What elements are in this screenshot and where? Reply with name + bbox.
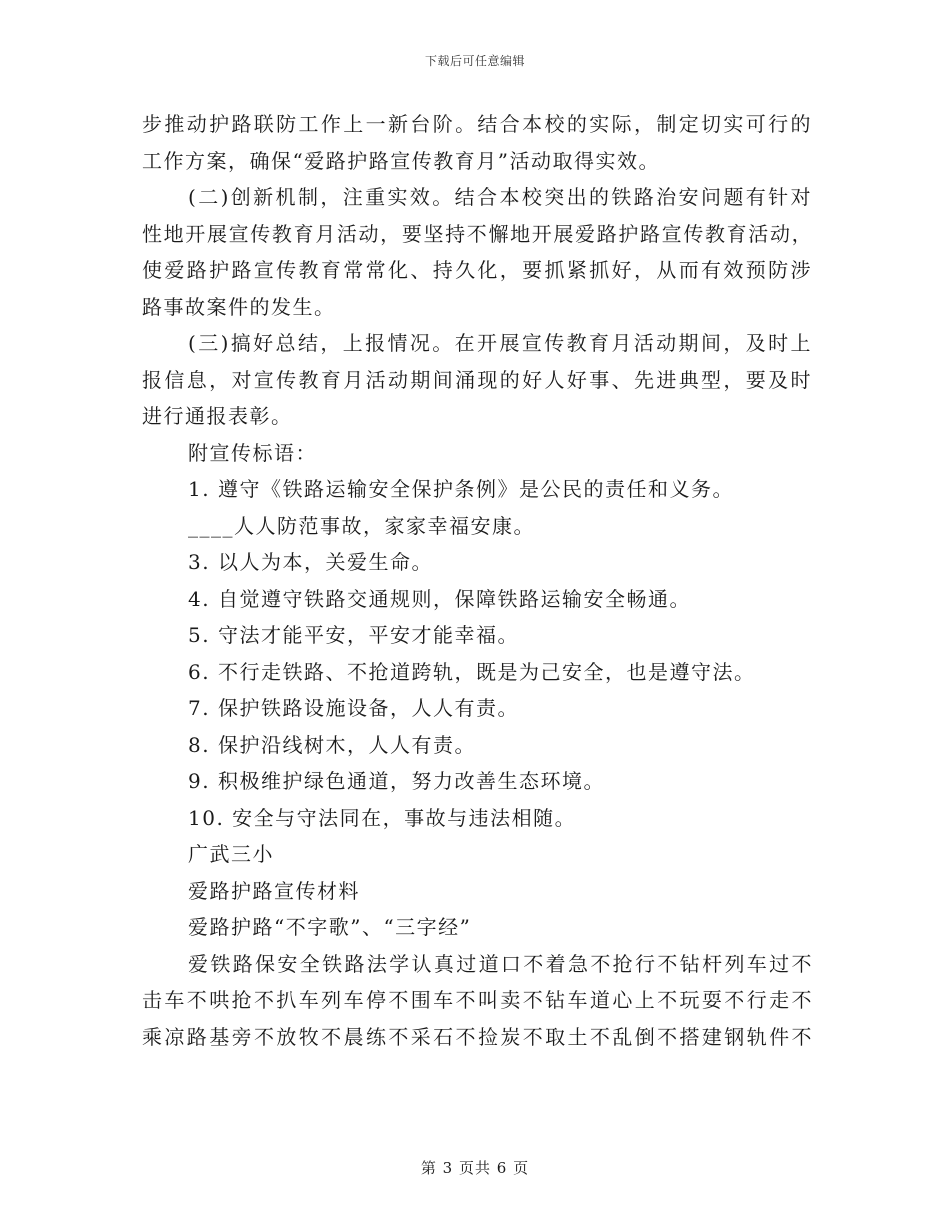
paragraph-line: 路事故案件的发生。: [142, 294, 336, 319]
paragraph-line: 击车不哄抢不扒车列车停不围车不叫卖不钻车道心上不玩耍不行走不: [142, 988, 812, 1012]
slogan-item: 6. 不行走铁路、不抢道跨轨，既是为己安全，也是遵守法。: [188, 659, 756, 684]
slogan-item: 3. 以人为本，关爱生命。: [188, 550, 433, 574]
paragraph-line: 进行通报表彰。: [142, 404, 293, 428]
page-footer: 第 3 页共 6 页: [420, 1159, 530, 1177]
paragraph-line: 性地开展宣传教育月活动，要坚持不懈地开展爱路护路宣传教育活动，: [142, 221, 812, 246]
paragraph-line: 报信息，对宣传教育月活动期间涌现的好人好事、先进典型，要及时: [142, 367, 812, 392]
slogan-item: 5. 守法才能平安，平安才能幸福。: [188, 623, 519, 647]
paragraph-line: (二)创新机制，注重实效。结合本校突出的铁路治安问题有针对: [188, 185, 812, 209]
section-title: 爱路护路宣传材料: [188, 878, 360, 903]
page-header: 下载后可任意编辑: [424, 54, 525, 68]
section-subtitle: 爱路护路“不字歌”、“三字经”: [188, 915, 472, 939]
slogan-item: 4. 自觉遵守铁路交通规则，保障铁路运输安全畅通。: [188, 586, 691, 611]
paragraph-line: 工作方案，确保“爱路护路宣传教育月”活动取得实效。: [142, 148, 660, 173]
slogan-item: 9. 积极维护绿色通道，努力改善生态环境。: [188, 769, 605, 793]
document-body: [142, 106, 812, 1055]
paragraph-line: 使爱路护路宣传教育常常化、持久化，要抓紧抓好，从而有效预防涉: [142, 258, 812, 282]
slogan-item: 1. 遵守《铁路运输安全保护条例》是公民的责任和义务。: [188, 477, 734, 501]
slogan-item: 8. 保护沿线树木，人人有责。: [188, 732, 476, 757]
section-label: 附宣传标语：: [188, 440, 317, 465]
paragraph-line: (三)搞好总结，上报情况。在开展宣传教育月活动期间，及时上: [188, 331, 812, 355]
slogan-item: 10. 安全与守法同在，事故与违法相随。: [188, 805, 577, 830]
school-name: 广武三小: [188, 842, 274, 866]
paragraph-line: 乘凉路基旁不放牧不晨练不采石不捡炭不取土不乱倒不搭建钢轨件不: [142, 1024, 812, 1049]
paragraph-line: 爱铁路保安全铁路法学认真过道口不着急不抢行不钻杆列车过不: [188, 951, 812, 976]
paragraph-line: 步推动护路联防工作上一新台阶。结合本校的实际，制定切实可行的: [142, 112, 812, 136]
slogan-item: ____人人防范事故，家家幸福安康。: [188, 513, 535, 538]
slogan-item: 7. 保护铁路设施设备，人人有责。: [188, 696, 519, 720]
